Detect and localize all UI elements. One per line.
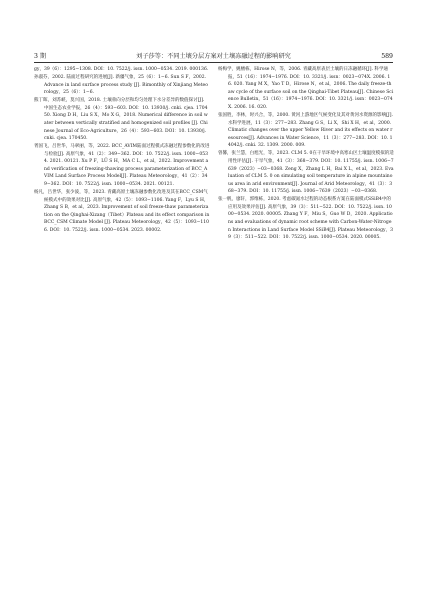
reference-entry: 孙淑芬，2002. 陆面过程研究的进展[J]. 新疆气象，25（6）：1−6. Sun S F，2002. Advance in land surface process study [J]. Bimonthly of Xinjiang Meteorology，25（6）：1−6. [34,74,208,96]
reference-entry: 杨凡，吕世华，张少波，等，2023. 青藏高原土壤冻融参数化改进及其在BCC_CSM气候模式中的效果对比[J]. 高原气象，42（5）：1093−1106. Yang F，Lyu S H，Zhang S B，et al，2023. Improvement of soil freeze-thaw parameterization on the Qinghai-Xizang（Tibet）Plateau and its effect comparison in BCC_CSM Climate Model [J]. Plateau Meteorology，42（5）：1093−1106. DOI：10. 7522/j. issn. 1000−0534. 2023. 00002. [34,190,210,234]
header-rule [34,62,393,63]
reference-entry: 熊丁晖，刘苏峡，莫兴国，2018. 土壤垂向分层和均匀处理下水分差异的数值探讨[J]. 中国生态农业学报，26（4）：593−603. DOI：10. 13930/j. cnki. cjea. 170450. Xiong D H，Liu S X，Mo X G，2018. Numerical difference in soil water between vertically stratified and homogenized soil profiles [J]. Chinese Journal of Eco-Agriculture，26（4）：593−603. DOI：10. 13930/j. cnki. cjea. 170450. [34,98,208,142]
reference-column-right [218,66,394,242]
reference-entry: gy，39（6）：1295−1308. DOI：10. 7522/j. issn. 1000−0534. 2019. 000136. [34,67,209,72]
reference-column-left [34,66,210,235]
reference-entry: 杨梅学，姚檀栋，Hirose N，等，2006. 青藏高原表层土壤的日冻融循环[J]. 科学通报，51（16）：1974−1976. DOI：10. 3321/j. issn：0023−074X. 2006. 16. 020. Yang M X，Yao T D，Hirose N，et al，2006. The daily freeze-thaw cycle of the surface soil on the Qinghai-Tibet Plateau[J]. Chinese Science Bulletin，51（16）：1974−1976. DOI：10. 3321/j. issn：0023−074X. 2006. 16. 020. [218,67,394,110]
issue-label: 3 期 [34,53,47,60]
reference-entry: 胥国飞，吕世华，马翠丽，等，2022. BCC_AVIM陆面过程模式冻融过程参数化的改进与检验[J]. 高原气象，41（2）：349−362. DOI：10. 7522/j. issn. 1000−0534. 2021. 00121. Xu P F，LÜ S H，MA C L，et al，2022. Improvement and verification of freezing-thawing process parameterization of BCC_AVIM Land Surface Process Model[J]. Plateau Meteorology，41（2）：349−362. DOI：10. 7522/j. issn. 1000−0534. 2021. 00121. [34,144,210,188]
reference-entry: 曾馨，张兰慧，白旭光，等，2023. CLM 5. 0在干旱环境中高寒山区土壤温度模拟的适用性评估[J]. 干旱气象，41（3）：368−379. DOI：10. 11755/j. issn. 1006−7639（2023）−03−0368. Zeng X，Zhang L H，Bai X L，et al，2023. Evaluation of CLM 5. 0 on simulating soil temperature in alpine mountainous area in arid environment[J]. Journal of Arid Meteorology，41（3）：368−379. DOI：10. 11755/j. issn. 1006−7639（2023）−03−0368. [218,151,394,195]
reference-entry: 张一帆，廖轩，郭维栋，2020. 考虑碳氮水过程的动态根系方案在陆面模式SSiB4中的应用及效果评估[J]. 高原气象，39（3）：511−522. DOI：10. 7522/j. issn. 1000−0534. 2020. 00005. Zhang Y F，Miu S，Guo W D，2020. Applications and evaluations of dynamic root scheme with Carbon-Water-Nitrogen Interactions in Land Surface Model SSiB4[J]. Plateau Meteorology，39（3）：511−522. DOI：10. 7522/j. issn. 1000−0534. 2020. 00005. [218,197,394,241]
page-number: 589 [381,53,393,60]
reference-entry: 张国胜，李林，时兴合，等，2000. 黄河上游地区气候变化及其对黄河水资源的影响[J]. 水科学进展，11（3）：277−283. Zhang G S，Li X，Shi X H，et al，2000. Climatic changes over the upper Yellow River and its effects on water resources[J]. Advances in Water Science，11（3）：277−283. DOI：10. 14042/j. cnki. 32. 1309. 2000. 009. [218,112,393,149]
running-header [34,51,393,62]
running-title: 刘子莎等：不同土壤分层方案对土壤冻融过程的影响研究 [136,53,291,60]
